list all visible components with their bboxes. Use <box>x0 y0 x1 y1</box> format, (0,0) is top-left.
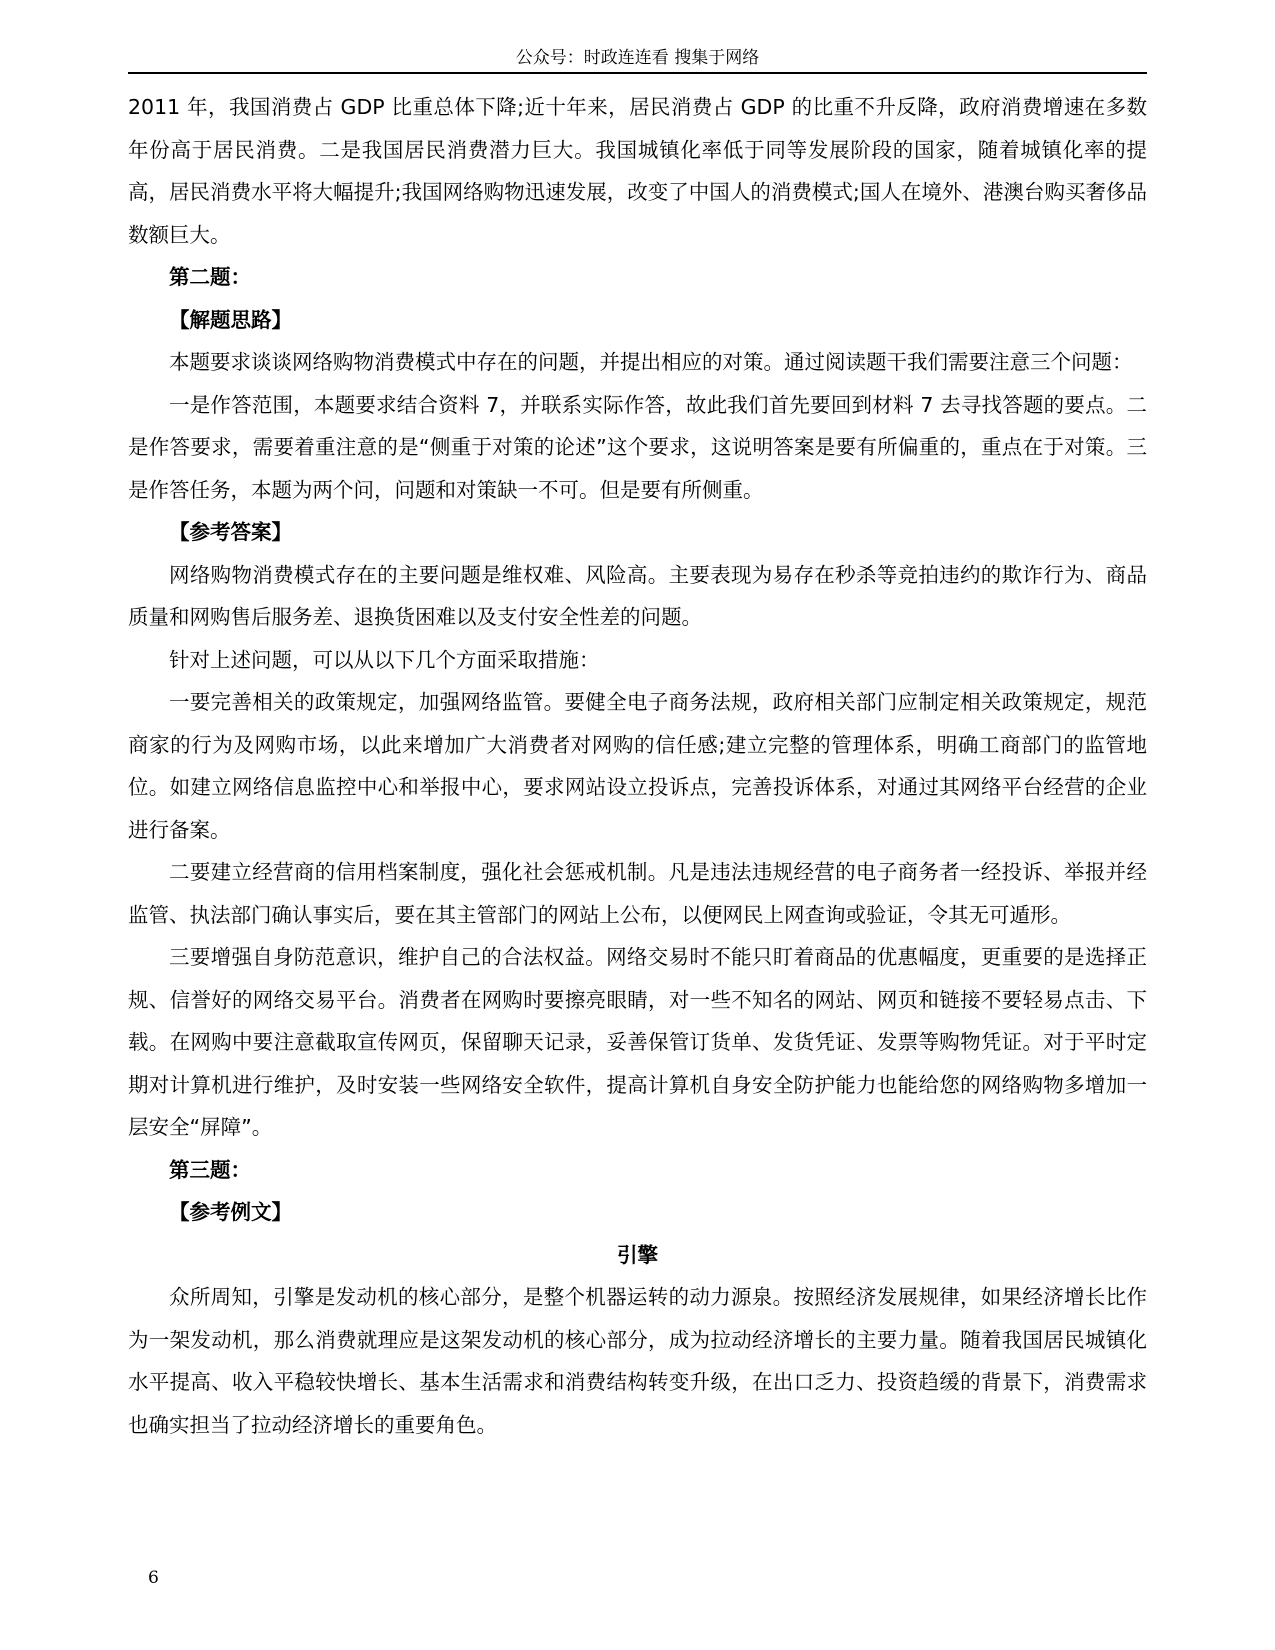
heading-question-3: 第三题： <box>169 1157 251 1182</box>
paragraph-analysis: 一是作答范围，本题要求结合资料 7，并联系实际作答，故此我们首先要回到材料 7 去寻找答题的要点。二是作答要求，需要着重注意的是“侧重于对策的论述”这个要求，这说明答案是要有所偏重的，重点在于对策。三是作答任务，本题为两个问，问题和对策缺一不可。但是要有所侧重。 <box>128 392 1147 502</box>
header-text: 公众号：时政连连看 搜集于网络 <box>515 48 760 68</box>
paragraph-measure-1: 一要完善相关的政策规定，加强网络监管。要健全电子商务法规，政府相关部门应制定相关政策规定，规范商家的行为及网购市场，以此来增加广大消费者对网购的信任感;建立完整的管理体系，明确工商部门的监管地位。如建立网络信息监控中心和举报中心，要求网站设立投诉点，完善投诉体系，对通过其网络平台经营的企业进行备案。 <box>128 690 1147 842</box>
paragraph-question-requirement: 本题要求谈谈网络购物消费模式中存在的问题，并提出相应的对策。通过阅读题干我们需要注意三个问题： <box>169 350 1133 374</box>
paragraph-continued: 2011 年，我国消费占 GDP 比重总体下降;近十年来，居民消费占 GDP 的比重不升反降，政府消费增速在多数年份高于居民消费。二是我国居民消费潜力巨大。我国城镇化率低于同等发展阶段的国家，随着城镇化率的提高，居民消费水平将大幅提升;我国网络购物迅速发展，改变了中国人的消费模式;国人在境外、港澳台购买奢侈品数额巨大。 <box>128 95 1147 247</box>
page-header <box>128 44 1147 74</box>
paragraph-essay-opening: 众所周知，引擎是发动机的核心部分，是整个机器运转的动力源泉。按照经济发展规律，如果经济增长比作为一架发动机，那么消费就理应是这架发动机的核心部分，成为拉动经济增长的主要力量。随着我国居民城镇化水平提高、收入平稳较快增长、基本生活需求和消费结构转变升级，在出口乏力、投资趋缓的背景下，消费需求也确实担当了拉动经济增长的重要角色。 <box>128 1285 1147 1437</box>
paragraph-main-problems: 网络购物消费模式存在的主要问题是维权难、风险高。主要表现为易存在秒杀等竞拍违约的欺诈行为、商品质量和网购售后服务差、退换货困难以及支付安全性差的问题。 <box>128 562 1147 629</box>
essay-title: 引擎 <box>617 1242 658 1267</box>
document-body <box>128 86 1147 1446</box>
paragraph-measures-intro: 针对上述问题，可以从以下几个方面采取措施： <box>169 647 600 672</box>
paragraph-measure-2: 二要建立经营商的信用档案制度，强化社会惩戒机制。凡是违法违规经营的电子商务者一经投诉、举报并经监管、执法部门确认事实后，要在其主管部门的网站上公布，以便网民上网查询或验证，令其无可遁形。 <box>128 860 1147 927</box>
heading-approach: 【解题思路】 <box>169 307 292 332</box>
page-number: 6 <box>148 1568 159 1588</box>
heading-sample-essay: 【参考例文】 <box>169 1200 292 1224</box>
heading-reference-answer: 【参考答案】 <box>169 520 292 544</box>
heading-question-2: 第二题： <box>169 265 251 289</box>
paragraph-measure-3: 三要增强自身防范意识，维护自己的合法权益。网络交易时不能只盯着商品的优惠幅度，更重要的是选择正规、信誉好的网络交易平台。消费者在网购时要擦亮眼睛，对一些不知名的网站、网页和链接不要轻易点击、下载。在网购中要注意截取宣传网页，保留聊天记录，妥善保管订货单、发货凭证、发票等购物凭证。对于平时定期对计算机进行维护，及时安装一些网络安全软件，提高计算机自身安全防护能力也能给您的网络购物多增加一层安全“屏障”。 <box>128 945 1147 1139</box>
